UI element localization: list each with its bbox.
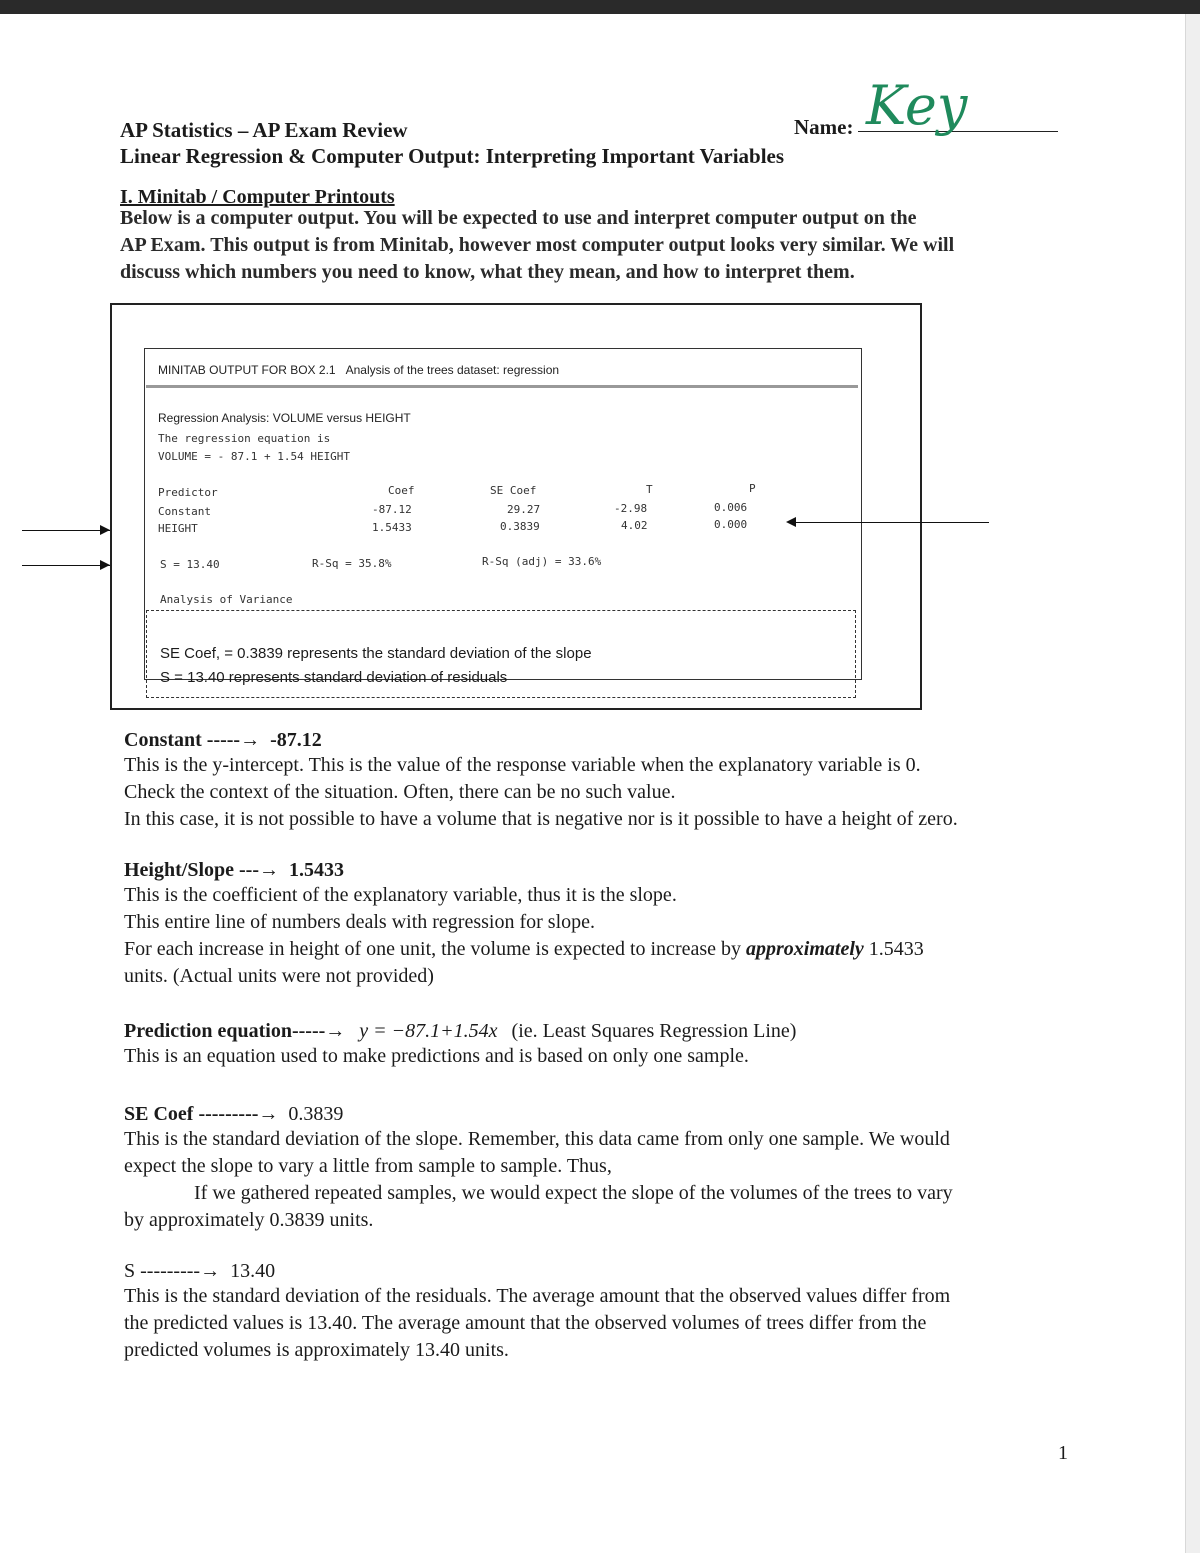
s-line: the predicted values is 13.40. The average amount that the observed volumes of trees differ from the xyxy=(124,1312,927,1334)
se-coef-line: expect the slope to vary a little from sample to sample. Thus, xyxy=(124,1155,612,1177)
s-value: 13.40 xyxy=(230,1260,276,1282)
page-number: 1 xyxy=(1058,1442,1068,1464)
note-s: S = 13.40 represents standard deviation of residuals xyxy=(160,669,508,686)
slope-units-note: units. (Actual units were not provided) xyxy=(124,965,434,987)
slope-value: 1.5433 xyxy=(289,859,344,881)
minitab-title-prefix: MINITAB OUTPUT FOR BOX 2.1 xyxy=(158,363,336,377)
arrow-to-height-row xyxy=(22,530,110,531)
prediction-section xyxy=(124,1020,1074,1070)
row-height-p: 0.000 xyxy=(714,518,748,531)
se-coef-value: 0.3839 xyxy=(288,1103,344,1125)
minitab-title xyxy=(158,363,559,377)
r-squared: R-Sq = 35.8% xyxy=(312,557,392,570)
col-header-predictor: Predictor xyxy=(158,486,218,499)
slope-line: This entire line of numbers deals with regression for slope. xyxy=(124,911,595,933)
analysis-label: Regression Analysis: VOLUME versus HEIGHT xyxy=(158,411,411,425)
minitab-title-rest: Analysis of the trees dataset: regression xyxy=(345,363,560,377)
intro-line: Below is a computer output. You will be expected to use and interpret computer output on the xyxy=(120,207,917,229)
section-heading: I. Minitab / Computer Printouts xyxy=(120,186,395,208)
constant-label: Constant -----→ xyxy=(124,729,261,751)
intro-paragraph xyxy=(120,205,954,286)
slope-interp-post: 1.5433 xyxy=(863,938,924,960)
row-height-coef: 1.5433 xyxy=(372,521,412,534)
arrow-to-s-row xyxy=(22,565,110,566)
equation-intro: The regression equation is xyxy=(158,432,331,445)
constant-value: -87.12 xyxy=(270,729,322,751)
s-section xyxy=(124,1260,1074,1364)
note-se-coef: SE Coef, = 0.3839 represents the standard deviation of the slope xyxy=(160,645,592,662)
row-constant-predictor: Constant xyxy=(158,505,211,518)
scan-top-border xyxy=(0,0,1200,14)
s-line: This is the standard deviation of the residuals. The average amount that the observed values differ from xyxy=(124,1285,951,1307)
slope-section xyxy=(124,859,1074,990)
col-header-se-coef: SE Coef xyxy=(490,484,537,497)
row-height-se-coef: 0.3839 xyxy=(500,520,540,533)
se-coef-heading xyxy=(124,1103,1074,1126)
s-statistic: S = 13.40 xyxy=(160,558,220,571)
row-constant-p: 0.006 xyxy=(714,501,748,514)
prediction-label: Prediction equation-----→ xyxy=(124,1020,346,1042)
row-height-predictor: HEIGHT xyxy=(158,522,198,535)
name-label: Name: xyxy=(794,115,854,139)
se-coef-line: If we gathered repeated samples, we would expect the slope of the volumes of the trees to vary xyxy=(194,1182,953,1204)
arrow-head-height-row xyxy=(100,525,110,535)
arrow-to-p-value xyxy=(792,522,989,523)
regression-equation: VOLUME = - 87.1 + 1.54 HEIGHT xyxy=(158,450,351,463)
slope-interpretation xyxy=(124,936,1074,963)
col-header-t: T xyxy=(646,483,653,496)
slope-label: Height/Slope ---→ xyxy=(124,859,279,881)
s-label: S ---------→ xyxy=(124,1260,221,1282)
row-constant-se-coef: 29.27 xyxy=(507,503,541,516)
se-coef-line: by approximately 0.3839 units. xyxy=(124,1209,374,1231)
row-constant-t: -2.98 xyxy=(614,502,648,515)
s-heading xyxy=(124,1260,1074,1283)
intro-line: AP Exam. This output is from Minitab, however most computer output looks very similar. We will xyxy=(120,234,955,256)
se-coef-label: SE Coef ---------→ xyxy=(124,1103,279,1125)
intro-line: discuss which numbers you need to know, what they mean, and how to interpret them. xyxy=(120,261,855,283)
row-constant-coef: -87.12 xyxy=(372,503,412,516)
s-line: predicted volumes is approximately 13.40 units. xyxy=(124,1339,509,1361)
constant-line: Check the context of the situation. Often, there can be no such value. xyxy=(124,781,676,803)
se-coef-line: This is the standard deviation of the slope. Remember, this data came from only one sample. We would xyxy=(124,1128,950,1150)
slope-heading xyxy=(124,859,1074,882)
slope-interp-pre: For each increase in height of one unit, the volume is expected to increase by xyxy=(124,938,747,960)
prediction-heading xyxy=(124,1020,1074,1043)
col-header-coef: Coef xyxy=(388,484,415,497)
constant-line: This is the y-intercept. This is the value of the response variable when the explanatory variable is 0. xyxy=(124,754,921,776)
prediction-equation: y = −87.1+1.54x xyxy=(359,1020,498,1042)
constant-line: In this case, it is not possible to have a volume that is negative nor is it possible to have a height of zero. xyxy=(124,808,958,830)
r-squared-adjusted: R-Sq (adj) = 33.6% xyxy=(482,555,602,568)
prediction-line: This is an equation used to make predictions and is based on only one sample. xyxy=(124,1045,749,1067)
slope-interp-emphasis: approximately xyxy=(746,938,864,960)
analysis-of-variance-label: Analysis of Variance xyxy=(160,593,293,606)
constant-section xyxy=(124,729,1074,833)
name-value-handwritten: Key xyxy=(866,74,968,137)
scan-right-edge xyxy=(1185,14,1200,1553)
prediction-note: (ie. Least Squares Regression Line) xyxy=(511,1020,797,1042)
slope-line: This is the coefficient of the explanatory variable, thus it is the slope. xyxy=(124,884,677,906)
page-subtitle: Linear Regression & Computer Output: Interpreting Important Variables xyxy=(120,144,785,168)
arrow-head-p-value xyxy=(786,517,796,527)
course-title: AP Statistics – AP Exam Review xyxy=(120,118,408,142)
constant-heading xyxy=(124,729,1074,752)
se-coef-section xyxy=(124,1103,1074,1234)
col-header-p: P xyxy=(749,482,756,495)
row-height-t: 4.02 xyxy=(621,519,648,532)
arrow-head-s-row xyxy=(100,560,110,570)
title-divider xyxy=(146,385,858,388)
